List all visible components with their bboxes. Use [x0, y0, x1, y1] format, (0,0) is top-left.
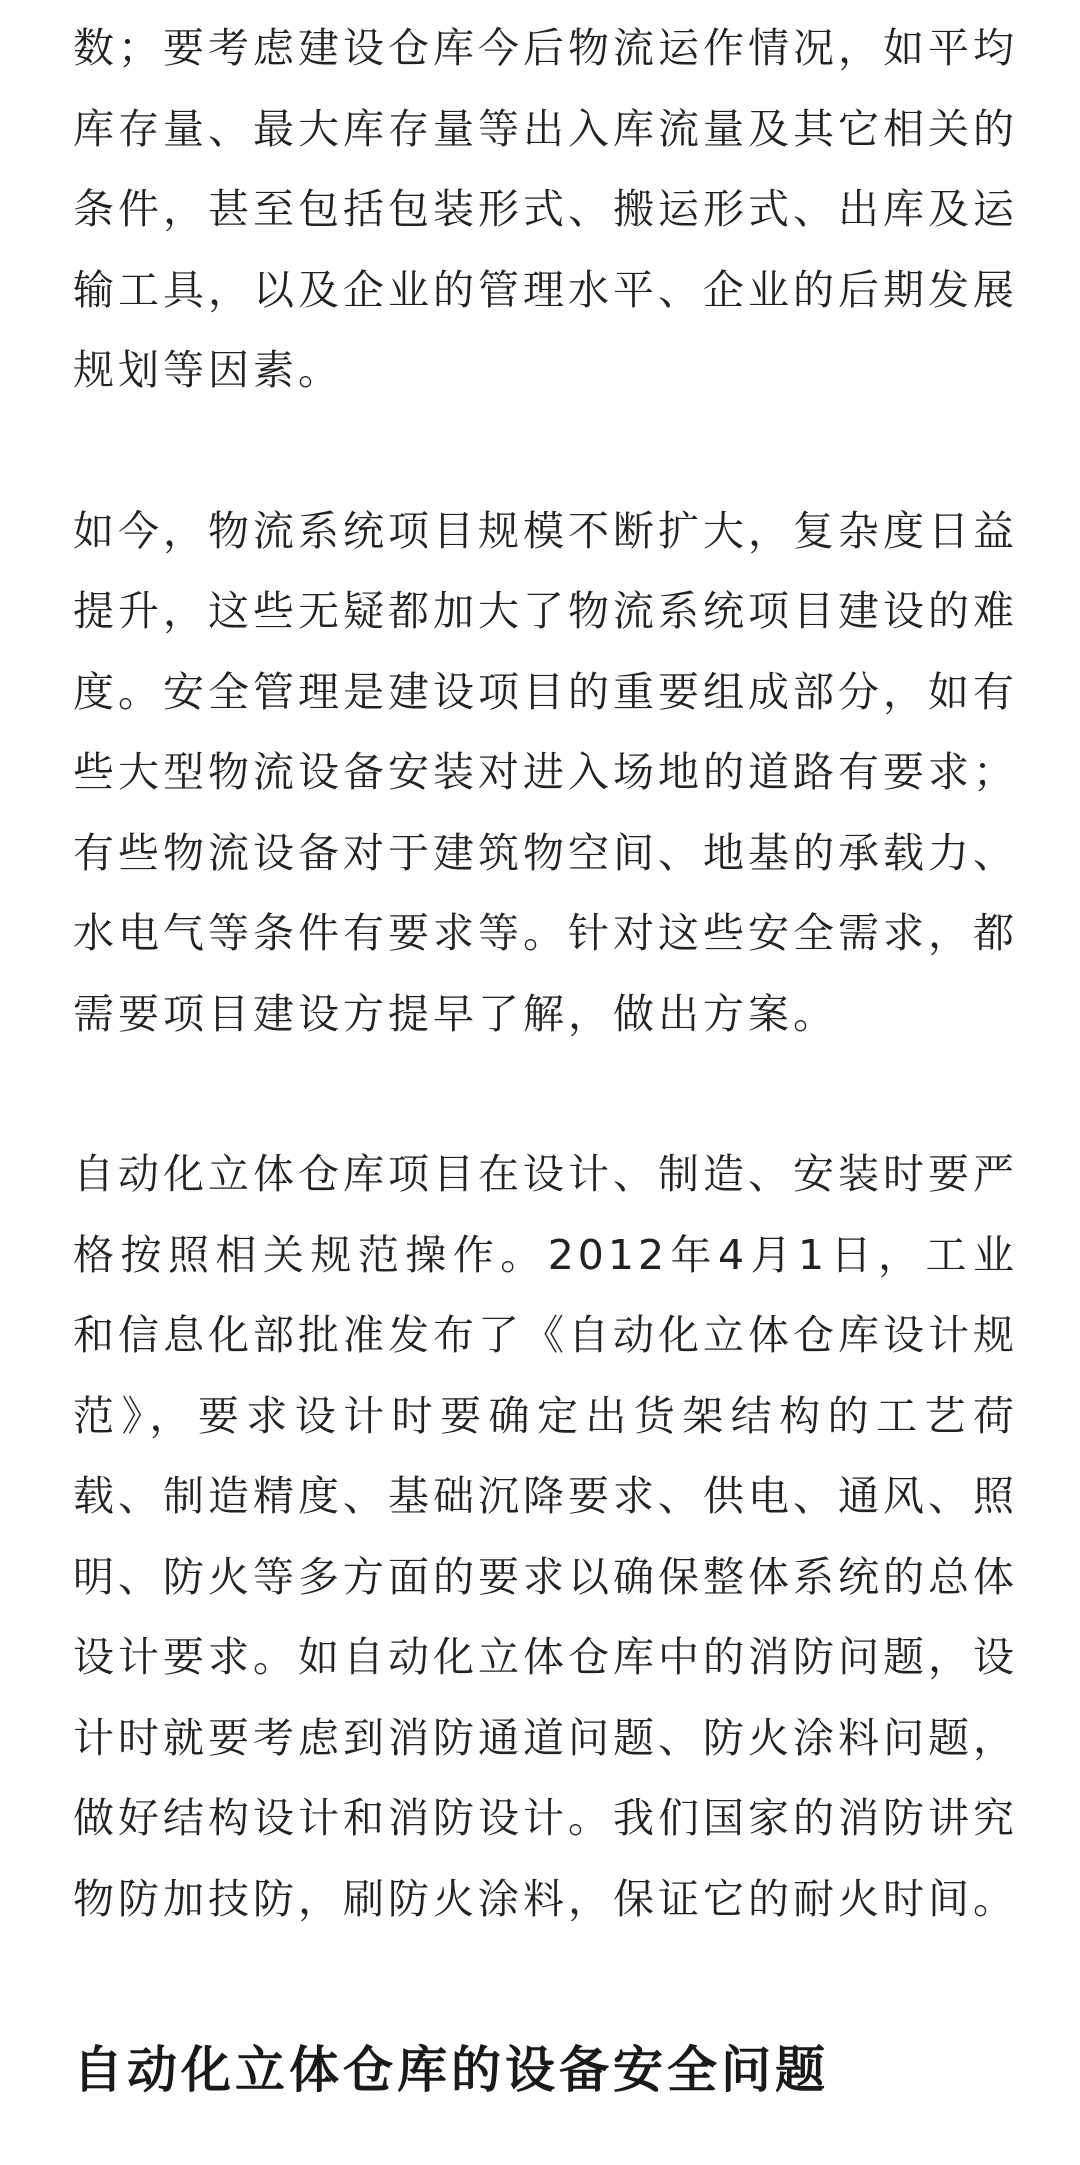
section-heading: 自动化立体仓库的设备安全问题 — [73, 2041, 829, 2099]
paragraph-safety-management: 如今，物流系统项目规模不断扩大，复杂度日益提升，这些无疑都加大了物流系统项目建设的难度。安全管理是建设项目的重要组成部分，如有些大型物流设备安装对进入场地的道路有要求；有些物流设备对于建筑物空间、地基的承载力、水电气等条件有要求等。针对这些安全需求，都需要项目建设方提早了解，做出方案。 — [73, 506, 1018, 1038]
article-body — [73, 8, 1018, 1939]
paragraph-design-standards: 自动化立体仓库项目在设计、制造、安装时要严格按照相关规范操作。2012年4月1日，工业和信息化部批准发布了《自动化立体仓库设计规范》，要求设计时要确定出货架结构的工艺荷载、制造精度、基础沉降要求、供电、通风、照明、防火等多方面的要求以确保整体系统的总体设计要求。如自动化立体仓库中的消防问题，设计时就要考虑到消防通道问题、防火涂料问题，做好结构设计和消防设计。我们国家的消防讲究物防加技防，刷防火涂料，保证它的耐火时间。 — [73, 1150, 1018, 1923]
paragraph-warehouse-conditions: 数；要考虑建设仓库今后物流运作情况，如平均库存量、最大库存量等出入库流量及其它相关的条件，甚至包括包装形式、搬运形式、出库及运输工具，以及企业的管理水平、企业的后期发展规划等因素。 — [73, 24, 1018, 394]
